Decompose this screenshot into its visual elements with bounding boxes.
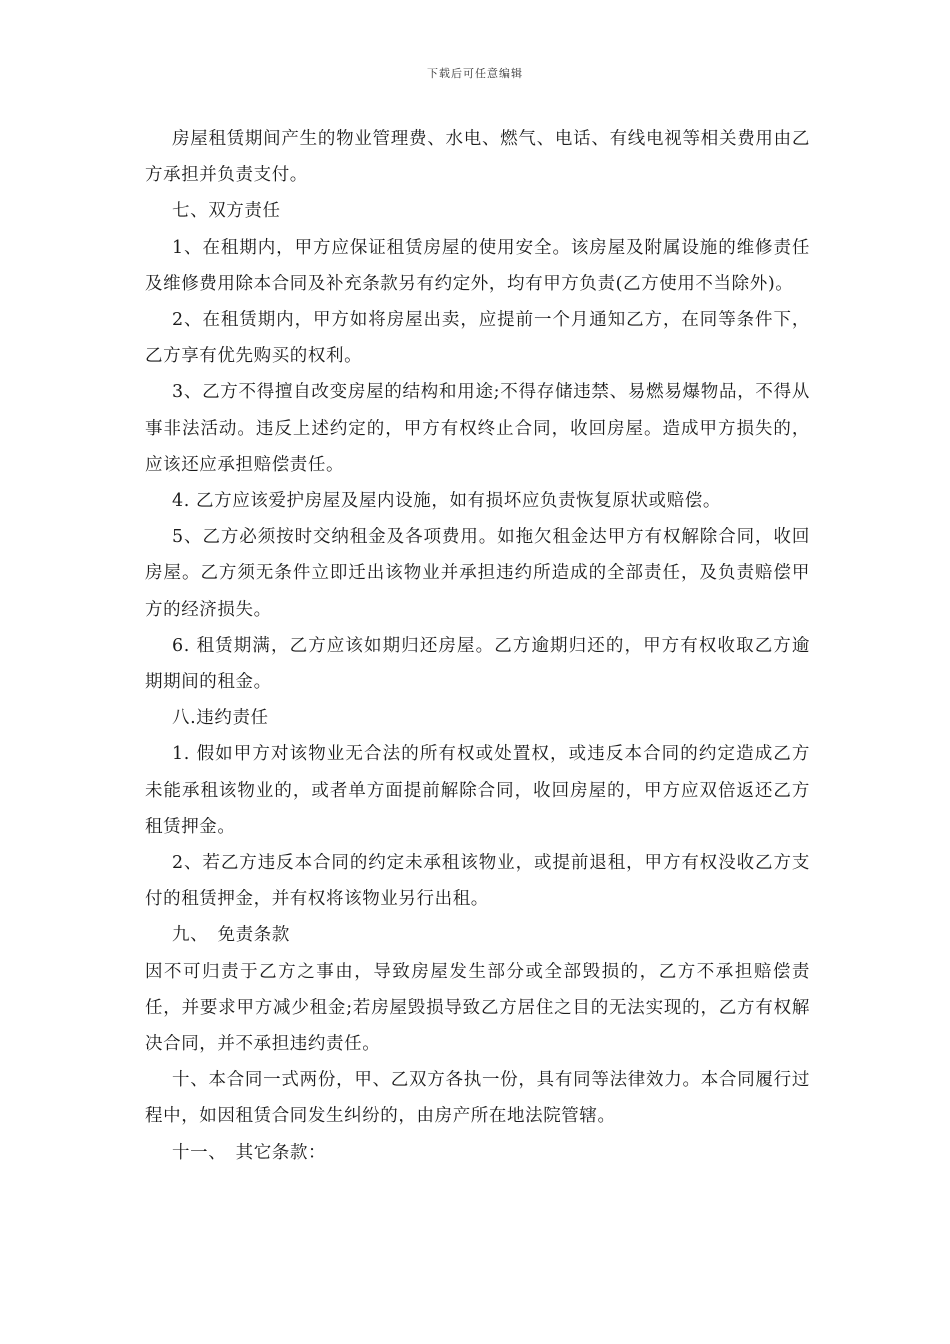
clause-7-6: 6. 租赁期满，乙方应该如期归还房屋。乙方逾期归还的，甲方有权收取乙方逾期期间的租金。: [145, 635, 810, 693]
clause-9-body: 因不可归责于乙方之事由，导致房屋发生部分或全部毁损的，乙方不承担赔偿责任，并要求甲方减少租金;若房屋毁损导致乙方居住之目的无法实现的，乙方有权解决合同，并不承担违约责任。: [145, 961, 810, 1055]
clause-10: 十、本合同一式两份，甲、乙双方各执一份，具有同等法律效力。本合同履行过程中，如因租赁合同发生纠纷的，由房产所在地法院管辖。: [145, 1070, 810, 1127]
section-heading-breach: 八.违约责任: [172, 708, 269, 729]
page-header: 下载后可任意编辑: [427, 67, 523, 80]
clause-8-1: 1. 假如甲方对该物业无合法的所有权或处置权，或违反本合同的约定造成乙方未能承租该物业的，或者单方面提前解除合同，收回房屋的，甲方应双倍返还乙方租赁押金。: [145, 744, 810, 837]
clause-7-1: 1、在租期内，甲方应保证租赁房屋的使用安全。该房屋及附属设施的维修责任及维修费用除本合同及补充条款另有约定外，均有甲方负责(乙方使用不当除外)。: [145, 237, 810, 294]
document-body: [145, 121, 810, 1171]
paragraph-utility-fees: 房屋租赁期间产生的物业管理费、水电、燃气、电话、有线电视等相关费用由乙方承担并负责支付。: [145, 129, 810, 186]
section-heading-responsibilities: 七、双方责任: [172, 201, 281, 222]
clause-7-3: 3、乙方不得擅自改变房屋的结构和用途;不得存储违禁、易燃易爆物品，不得从事非法活动。违反上述约定的，甲方有权终止合同，收回房屋。造成甲方损失的，应该还应承担赔偿责任。: [145, 382, 810, 475]
clause-8-2: 2、若乙方违反本合同的约定未承租该物业，或提前退租，甲方有权没收乙方支付的租赁押金，并有权将该物业另行出租。: [145, 853, 810, 910]
clause-7-4: 4. 乙方应该爱护房屋及屋内设施，如有损坏应负责恢复原状或赔偿。: [172, 491, 721, 512]
clause-7-5: 5、乙方必须按时交纳租金及各项费用。如拖欠租金达甲方有权解除合同，收回房屋。乙方须无条件立即迁出该物业并承担违约所造成的全部责任，及负责赔偿甲方的经济损失。: [145, 527, 810, 620]
clause-7-2: 2、在租赁期内，甲方如将房屋出卖，应提前一个月通知乙方，在同等条件下，乙方享有优先购买的权利。: [145, 310, 810, 367]
section-heading-exemption: 九、 免责条款: [172, 925, 290, 946]
section-heading-other-terms: 十一、 其它条款：: [172, 1142, 327, 1163]
